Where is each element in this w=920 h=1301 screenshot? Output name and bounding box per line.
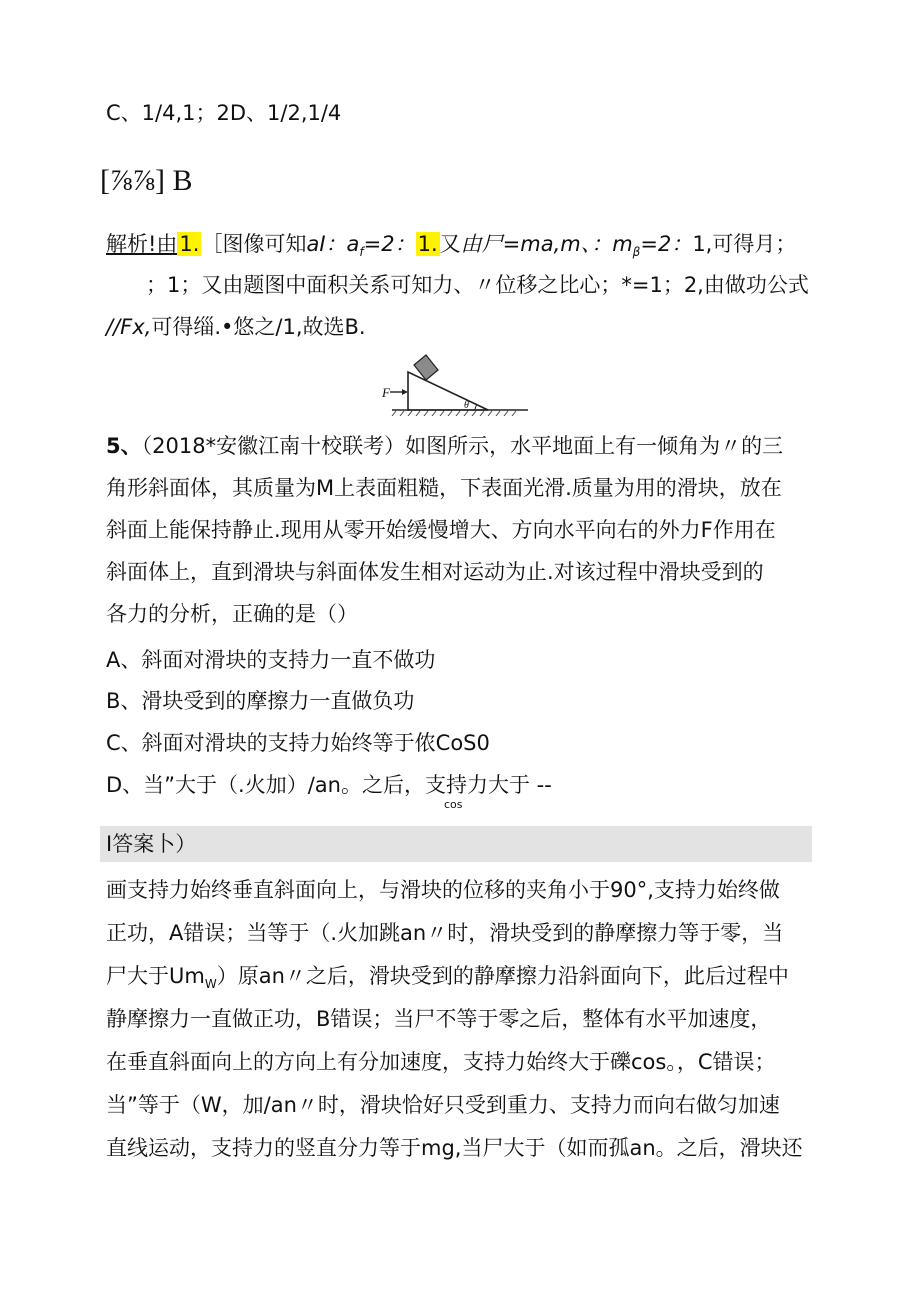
option-d: D、当”大于（.火加）∕an。之后，支持力大于 -- bbox=[106, 773, 552, 797]
analysis-part3: 又 bbox=[439, 232, 461, 256]
analysis-part4: 1,可得月； bbox=[692, 232, 797, 256]
question-line-2: 角形斜面体，其质量为M上表面粗糙，下表面光滑.质量为用的滑块，放在 bbox=[106, 476, 782, 500]
formula-2-sub: β bbox=[632, 245, 641, 260]
question-line-5: 各力的分析，正确的是（） bbox=[106, 602, 358, 626]
question-line-1 bbox=[106, 431, 783, 461]
question-number: 5、 bbox=[106, 434, 142, 458]
solution-line-7: 直线运动，支持力的竖直分力等于mg,当尸大于（如而孤an。之后，滑块还 bbox=[106, 1136, 803, 1160]
solution-line-2: 正功，A错误；当等于（.火加跳an〃时，滑块受到的静摩擦力等于零，当 bbox=[106, 921, 784, 945]
question-line-3: 斜面上能保持静止.现用从零开始缓慢增大、方向水平向右的外力F作用在 bbox=[106, 518, 776, 542]
formula-1b: =2： bbox=[363, 232, 416, 256]
triangle-wedge bbox=[408, 372, 488, 410]
formula-1: aI：a bbox=[306, 232, 360, 256]
solution-line-3-sub: W bbox=[204, 977, 217, 992]
analysis-prefix: 解析!由 bbox=[106, 232, 178, 256]
analysis-line3-text: 可得缁.•悠之/1,故选B. bbox=[151, 315, 366, 339]
highlight-1: 1. bbox=[179, 232, 200, 256]
formula-1-sub: f bbox=[359, 245, 364, 260]
solution-line-3 bbox=[106, 961, 789, 999]
prev-analysis-line-2: ；1；又由题图中面积关系可知力、〃位移之比心；*=1；2,由做功公式 bbox=[146, 273, 809, 297]
force-arrow-head bbox=[402, 389, 408, 395]
option-a: A、斜面对滑块的支持力一直不做功 bbox=[106, 648, 436, 672]
option-c: C、斜面对滑块的支持力始终等于侬CoS0 bbox=[106, 731, 490, 755]
solution-line-3-rest: ）原an〃之后，滑块受到的静摩擦力沿斜面向下，此后过程中 bbox=[216, 964, 789, 988]
formula-2b: =2： bbox=[640, 232, 693, 256]
solution-line-1: 画支持力始终垂直斜面向上，与滑块的位移的夹角小于90°,支持力始终做 bbox=[106, 878, 780, 902]
question-line-4: 斜面体上，直到滑块与斜面体发生相对运动为止.对该过程中滑块受到的 bbox=[106, 560, 764, 584]
formula-2: 由尸=ma,m、：m bbox=[460, 232, 633, 256]
option-d-denominator: cos bbox=[444, 798, 463, 811]
force-label: F bbox=[382, 385, 390, 400]
prev-analysis-line-1 bbox=[106, 229, 796, 267]
solution-line-6: 当”等于（W，加/an〃时，滑块恰好只受到重力、支持力而向右做匀加速 bbox=[106, 1093, 780, 1117]
highlight-2: 1. bbox=[417, 232, 438, 256]
answer-heading: I答案卜） bbox=[106, 832, 197, 856]
solution-line-4: 静摩擦力一直做正功，B错误；当尸不等于零之后，整体有水平加速度， bbox=[106, 1007, 772, 1031]
question-text-1: （2018*安徽江南十校联考）如图所示，水平地面上有一倾角为〃的三 bbox=[141, 434, 784, 458]
angle-label: θ bbox=[464, 400, 469, 411]
prev-answer-heading: [⅞⅞] B bbox=[100, 164, 193, 197]
prev-options: C、1/4,1；2D、1/2,1/4 bbox=[106, 101, 342, 125]
prev-analysis-line-3 bbox=[106, 312, 366, 342]
answer-heading-bar bbox=[100, 826, 812, 862]
analysis-part2: ［图像可知 bbox=[201, 232, 307, 256]
analysis-line3-italic: //Fx, bbox=[106, 315, 152, 339]
option-b: B、滑块受到的摩擦力一直做负功 bbox=[106, 689, 415, 713]
solution-line-5: 在垂直斜面向上的方向上有分加速度，支持力始终大于礫cos。，C错误； bbox=[106, 1050, 776, 1074]
solution-line-3-start: 尸大于Um bbox=[106, 964, 205, 988]
ground-hatching bbox=[392, 411, 516, 416]
incline-figure bbox=[378, 350, 530, 416]
